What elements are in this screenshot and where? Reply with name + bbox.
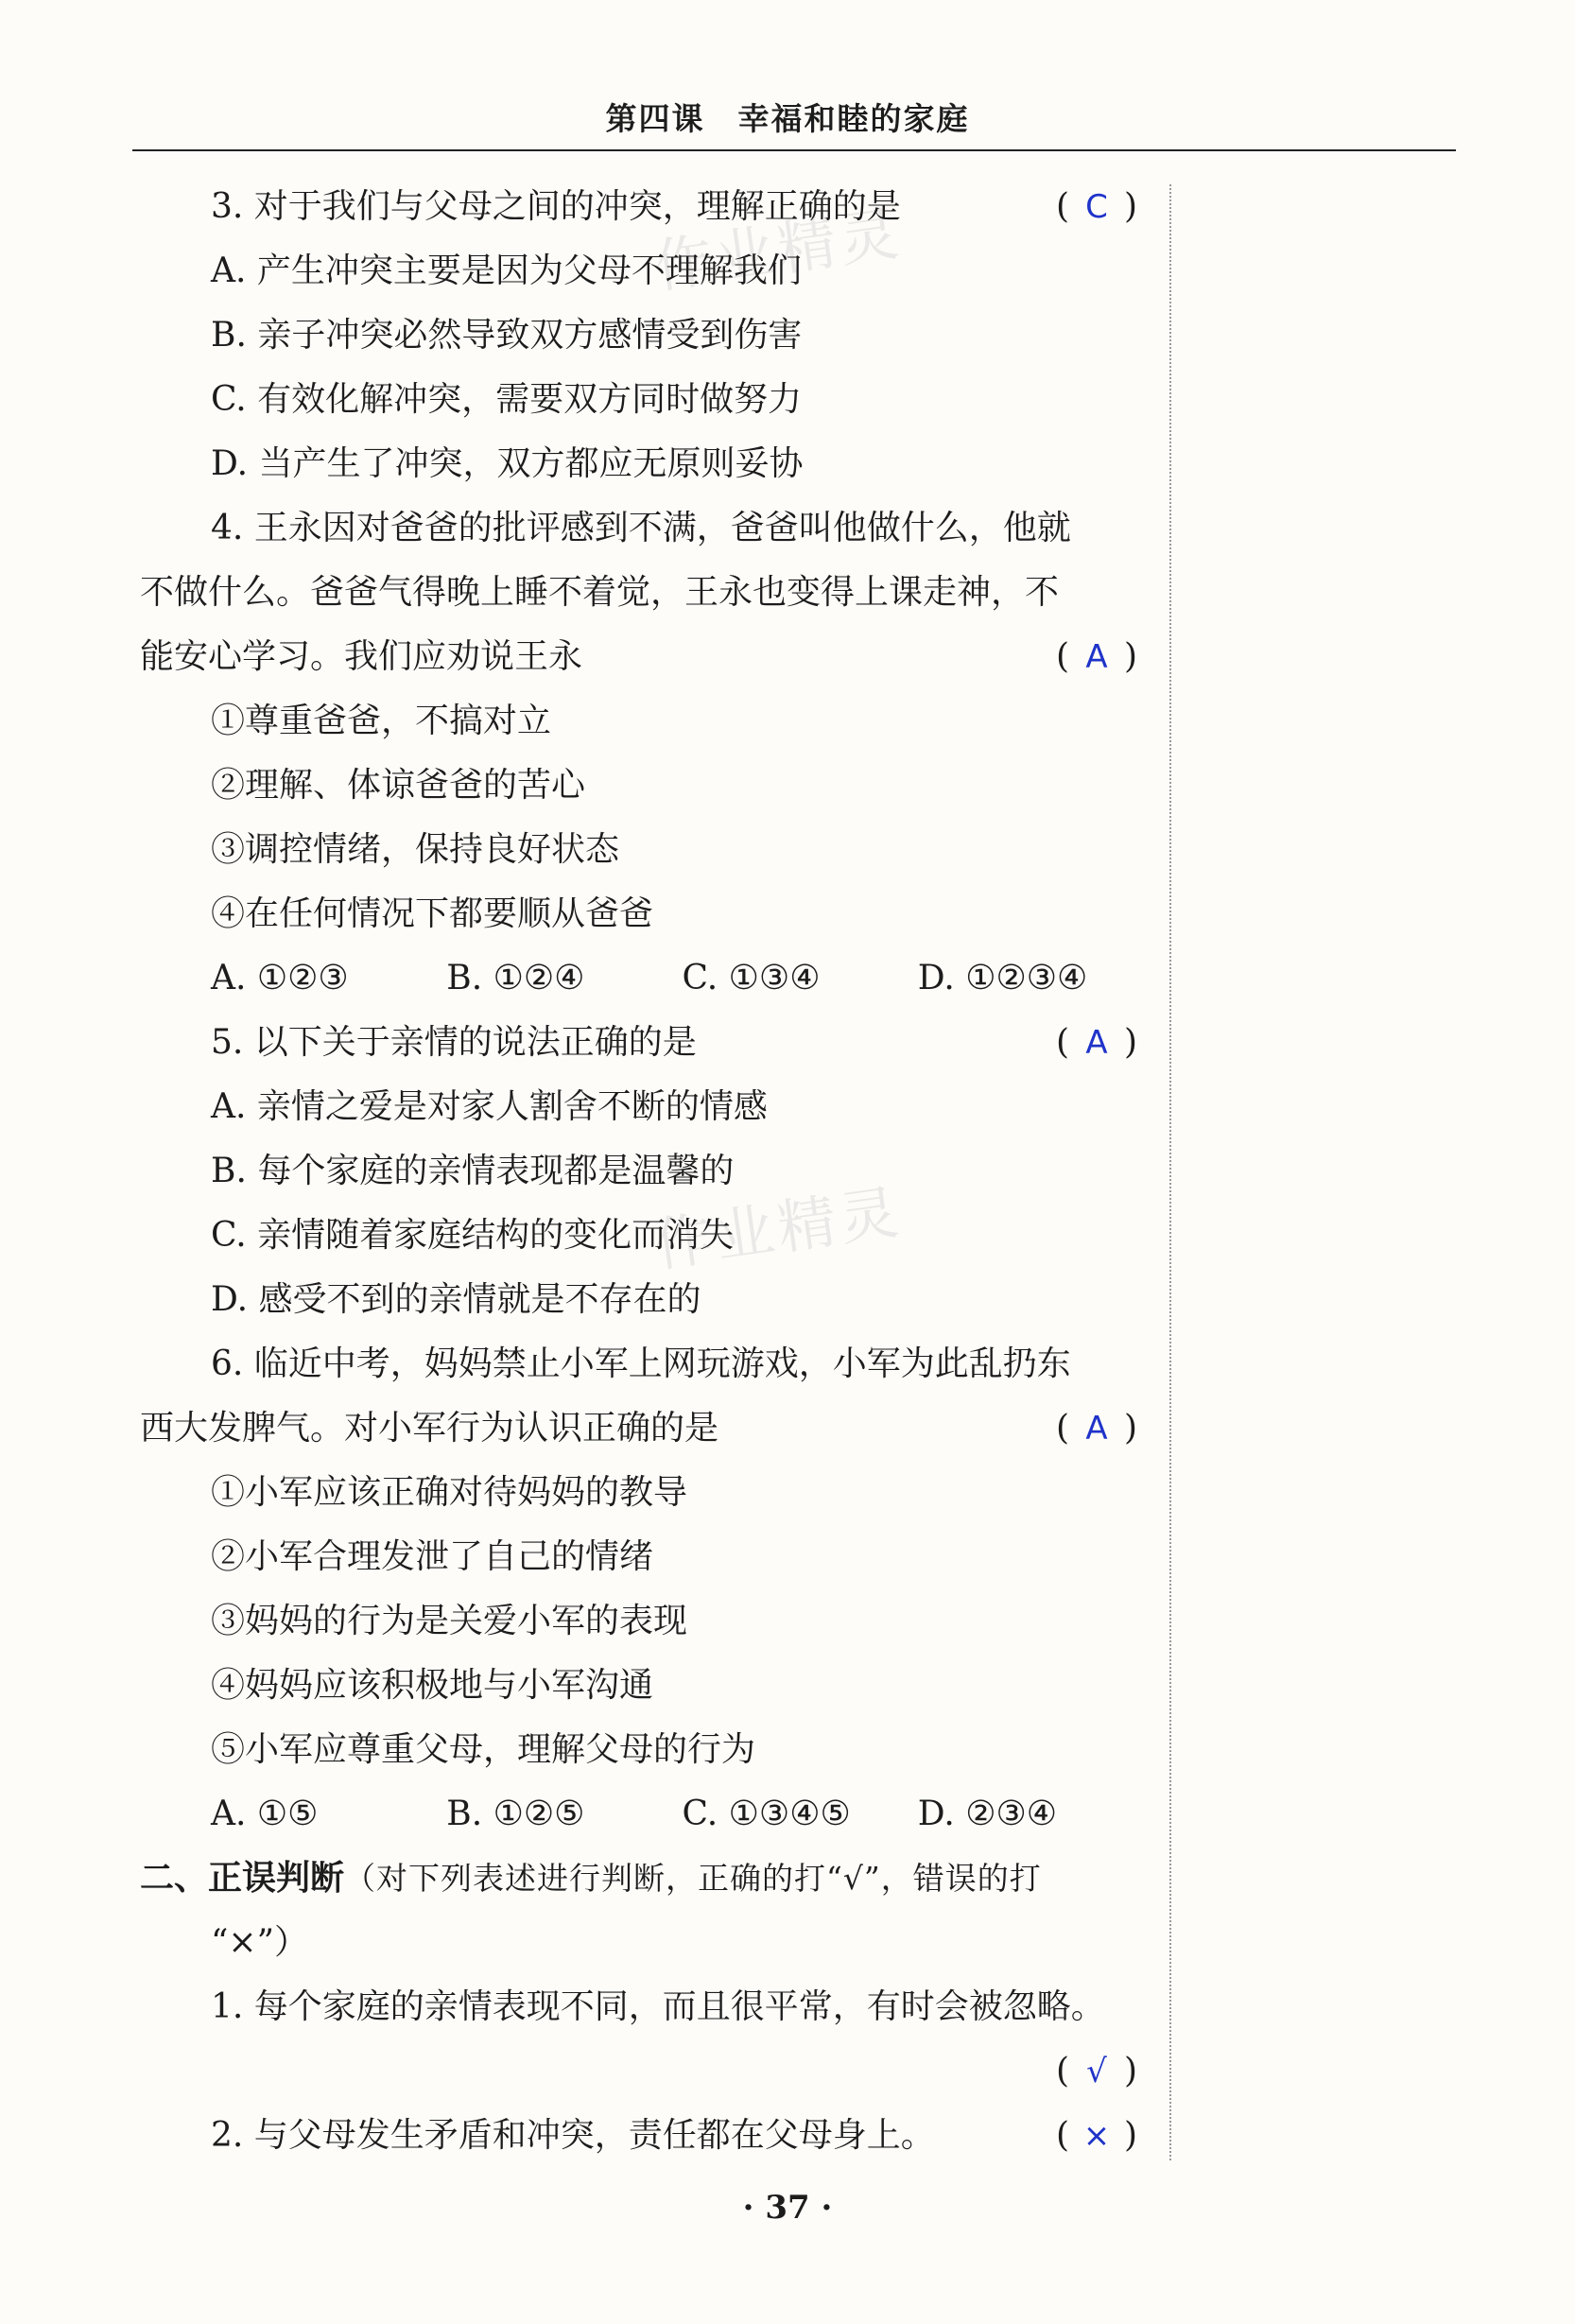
page-header-title: 第四课 幸福和睦的家庭 (605, 100, 970, 137)
section-instructions-cont: “×”） (211, 1923, 308, 1962)
answer-slot: ( × ) (1040, 2104, 1153, 2168)
answer-slot: ( C ) (1040, 175, 1153, 239)
page-number: · 37 · (742, 2189, 833, 2227)
handwritten-check: √ (1086, 2053, 1107, 2090)
margin-dotted-rule (1169, 184, 1171, 2160)
choice: C. ①③④ (682, 959, 821, 997)
choice: A. ①②③ (211, 959, 349, 997)
choice: D. ①②③④ (917, 959, 1088, 997)
choice: B. ①②⑤ (446, 1795, 585, 1833)
handwritten-answer: A (1085, 638, 1108, 676)
choice: D. ②③④ (917, 1795, 1058, 1833)
judgment-1-stem: 1. 每个家庭的亲情表现不同，而且很平常，有时会被忽略。 (211, 1987, 1105, 2026)
section-title: 二、正误判断 (140, 1859, 345, 1898)
answer-slot: ( A ) (1040, 625, 1153, 689)
q3-option: A. 产生冲突主要是因为父母不理解我们 (211, 251, 802, 290)
q5-option: B. 每个家庭的亲情表现都是温馨的 (211, 1152, 735, 1190)
q4-choices (140, 946, 1153, 1011)
q5-stem: 5. 以下关于亲情的说法正确的是 ( A ) (140, 1011, 1153, 1075)
q6-stem-line: 6. 临近中考，妈妈禁止小军上网玩游戏，小军为此乱扔东 (211, 1344, 1071, 1383)
q3-option: B. 亲子冲突必然导致双方感情受到伤害 (211, 316, 803, 355)
q6-item: ③妈妈的行为是关爱小军的表现 (211, 1602, 688, 1640)
q6-item: ⑤小军应尊重父母，理解父母的行为 (211, 1730, 756, 1769)
q6-item: ④妈妈应该积极地与小军沟通 (211, 1666, 654, 1705)
q3-option: C. 有效化解冲突，需要双方同时做努力 (211, 380, 803, 419)
q4-item: ②理解、体谅爸爸的苦心 (211, 766, 586, 805)
q4-stem-line: 4. 王永因对爸爸的批评感到不满，爸爸叫他做什么，他就 (211, 509, 1071, 547)
q5-option: A. 亲情之爱是对家人割舍不断的情感 (211, 1087, 768, 1126)
answer-slot: ( A ) (1040, 1396, 1153, 1461)
q3-stem: 3. 对于我们与父母之间的冲突，理解正确的是 ( C ) (140, 175, 1153, 239)
choice: C. ①③④⑤ (682, 1795, 851, 1833)
q5-option: C. 亲情随着家庭结构的变化而消失 (211, 1216, 735, 1255)
handwritten-answer: A (1085, 1024, 1108, 1062)
q4-stem-line: 不做什么。爸爸气得晚上睡不着觉，王永也变得上课走神，不 (140, 573, 1060, 612)
q6-item: ①小军应该正确对待妈妈的教导 (211, 1473, 688, 1512)
watermark: 作业精灵 (649, 198, 907, 302)
q4-stem-line: 能安心学习。我们应劝说王永 ( A ) (140, 625, 1153, 689)
q3-option: D. 当产生了冲突，双方都应无原则妥协 (211, 444, 804, 483)
q4-item: ①尊重爸爸，不搞对立 (211, 702, 552, 740)
judgment-2-stem: 2. 与父母发生矛盾和冲突，责任都在父母身上。 ( × ) (140, 2104, 1153, 2168)
section-instructions: （对下列表述进行判断，正确的打“√”，错误的打 (344, 1860, 1042, 1897)
q6-stem-line: 西大发脾气。对小军行为认识正确的是 ( A ) (140, 1396, 1153, 1461)
header-divider (132, 149, 1456, 151)
q6-item: ②小军合理发泄了自己的情绪 (211, 1537, 654, 1576)
section-heading (140, 1847, 1153, 1911)
q4-item: ④在任何情况下都要顺从爸爸 (211, 894, 654, 933)
watermark: 作业精灵 (649, 1176, 907, 1280)
choice: A. ①⑤ (211, 1795, 319, 1833)
answer-slot: ( √ ) (1040, 2039, 1153, 2104)
page-content (140, 175, 1153, 2168)
handwritten-answer: A (1085, 1410, 1108, 1448)
answer-slot: ( A ) (1040, 1011, 1153, 1075)
q5-option: D. 感受不到的亲情就是不存在的 (211, 1280, 701, 1319)
handwritten-answer: C (1085, 188, 1108, 226)
judgment-1-answer-line (140, 2039, 1153, 2104)
choice: B. ①②④ (446, 959, 585, 997)
q4-item: ③调控情绪，保持良好状态 (211, 830, 620, 869)
q6-choices (140, 1782, 1153, 1847)
handwritten-cross: × (1082, 2117, 1111, 2155)
